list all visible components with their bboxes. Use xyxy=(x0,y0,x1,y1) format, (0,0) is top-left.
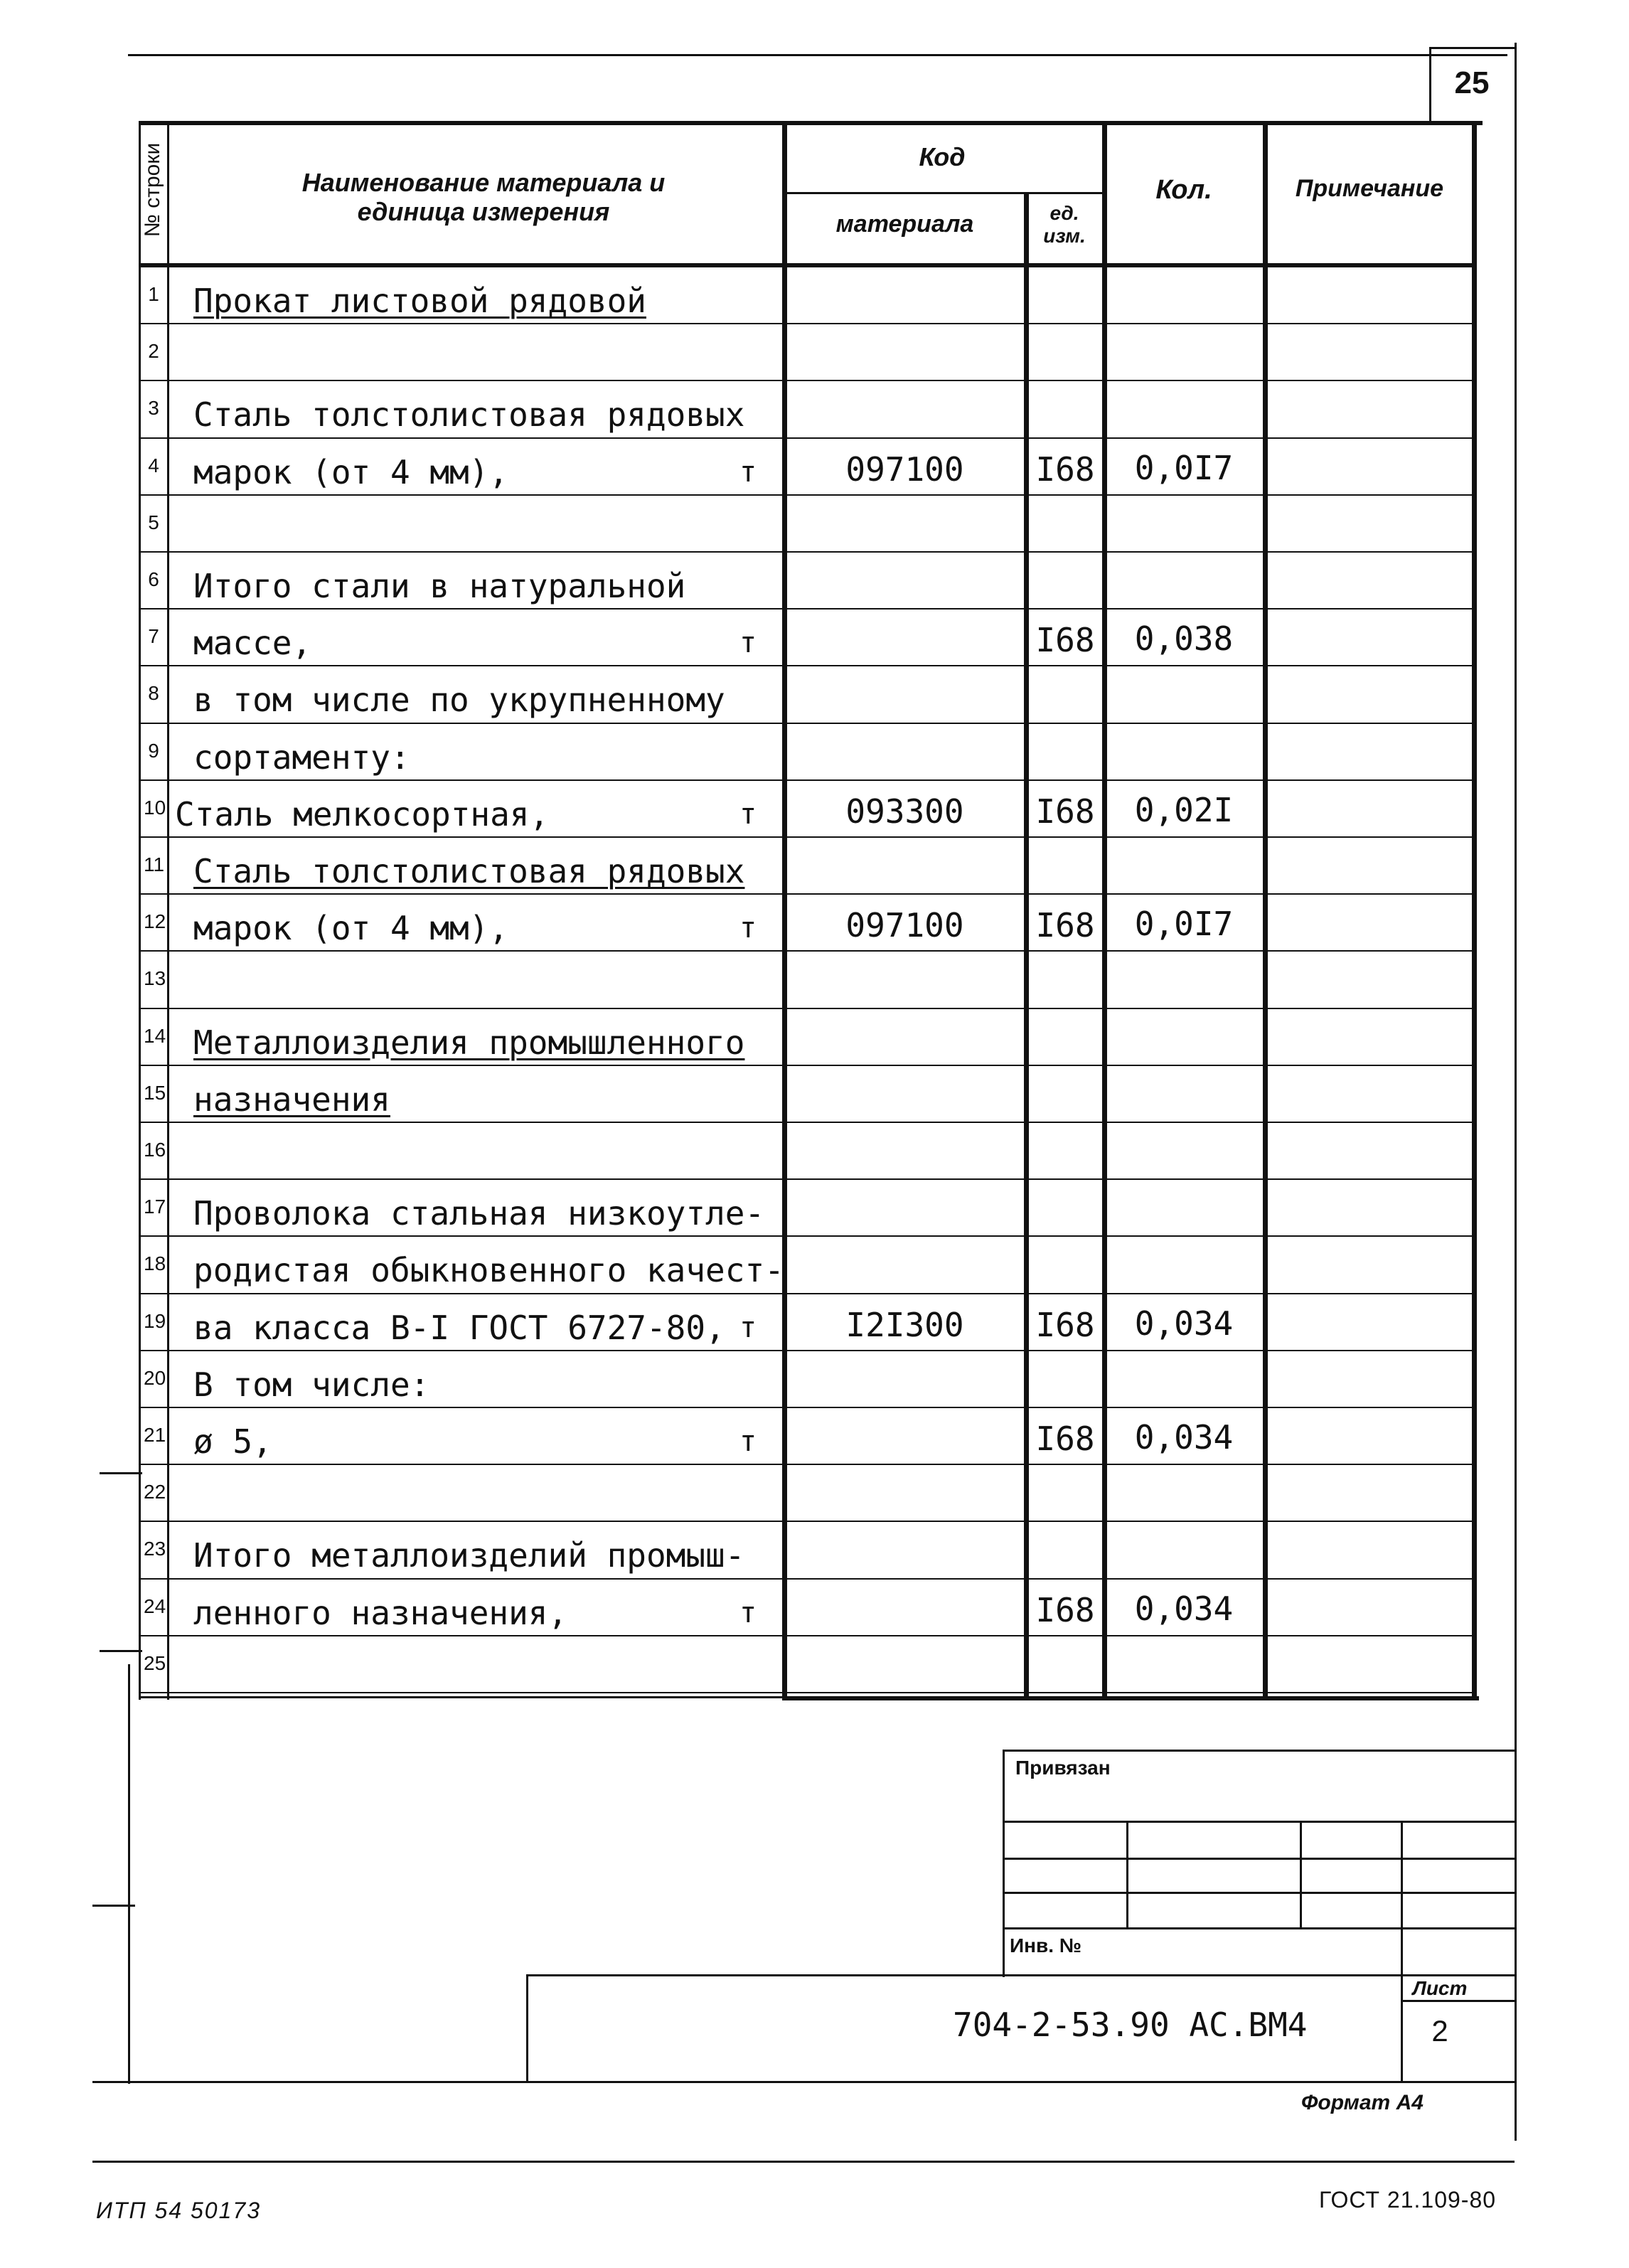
unit-cell: т xyxy=(739,627,757,660)
row-separator xyxy=(139,1692,1475,1693)
row-number: 25 xyxy=(144,1651,166,1674)
quantity-cell: 0,02I xyxy=(1134,790,1234,829)
row-number: 15 xyxy=(144,1081,166,1104)
material-name-header: Наименование материала и единица измерения xyxy=(301,168,666,227)
row-separator xyxy=(139,1122,1475,1123)
material-name-cell: в том числе по укрупненному xyxy=(193,681,725,720)
material-code-cell: 093300 xyxy=(845,792,964,831)
material-name-cell: ленного назначения, xyxy=(193,1593,568,1632)
unit-code-cell: I68 xyxy=(1035,1420,1095,1458)
row-separator xyxy=(139,1635,1475,1636)
unit-cell: т xyxy=(739,455,757,489)
quantity-cell: 0,0I7 xyxy=(1134,448,1234,487)
unit-header: ед. изм. xyxy=(1043,202,1086,247)
material-name-cell: Проволока стальная низкоутле- xyxy=(193,1194,765,1233)
unit-cell: т xyxy=(739,1596,757,1629)
row-number: 16 xyxy=(144,1139,166,1161)
material-code-cell: I2I300 xyxy=(845,1305,964,1344)
privyazan-label: Привязан xyxy=(1015,1757,1111,1779)
unit-code-cell: I68 xyxy=(1035,906,1095,945)
frame-right-line xyxy=(1515,43,1517,2141)
row-separator xyxy=(139,1350,1475,1351)
format-label: Формат А4 xyxy=(1301,2091,1424,2114)
col-line-5 xyxy=(1263,121,1268,1700)
row-separator xyxy=(139,437,1475,439)
row-separator xyxy=(139,1008,1475,1009)
stamp-list-left xyxy=(1401,1974,1403,2081)
row-separator xyxy=(139,1407,1475,1408)
material-name-cell: ø 5, xyxy=(193,1422,272,1461)
outer-bottom-line xyxy=(92,2161,1515,2163)
stamp-line xyxy=(1401,1821,1403,1977)
row-number: 22 xyxy=(144,1481,166,1503)
row-number: 17 xyxy=(144,1196,166,1218)
material-name-cell: Сталь толстолистовая рядовых xyxy=(193,395,745,435)
row-number: 23 xyxy=(144,1538,166,1560)
row-number: 4 xyxy=(148,454,159,477)
sheet-box-left xyxy=(1429,47,1431,121)
material-code-cell: 097100 xyxy=(845,449,964,489)
row-separator xyxy=(139,950,1475,952)
material-name-cell: марок (от 4 мм), xyxy=(193,909,509,948)
row-number: 20 xyxy=(144,1366,166,1389)
material-name-cell: сортаменту: xyxy=(193,738,410,777)
quantity-cell: 0,034 xyxy=(1134,1304,1234,1343)
stamp-list-mid xyxy=(1401,2000,1515,2002)
row-separator xyxy=(139,1178,1475,1180)
unit-code-cell: I68 xyxy=(1035,621,1095,660)
table-top-line xyxy=(139,121,1483,125)
row-separator xyxy=(139,723,1475,724)
row-separator xyxy=(139,1065,1475,1066)
edge-tick xyxy=(100,1472,142,1474)
stamp-line xyxy=(1003,1858,1515,1860)
quantity-cell: 0,034 xyxy=(1134,1418,1234,1457)
row-number: 21 xyxy=(144,1424,166,1446)
row-separator xyxy=(139,836,1475,838)
row-separator xyxy=(139,1521,1475,1522)
row-number: 18 xyxy=(144,1252,166,1275)
row-number: 9 xyxy=(148,739,159,762)
unit-code-cell: I68 xyxy=(1035,792,1095,831)
frame-bottom-line xyxy=(92,2081,1515,2083)
row-number-header: № строки xyxy=(141,142,164,238)
row-separator xyxy=(139,1578,1475,1580)
row-number: 7 xyxy=(148,625,159,648)
sheet-number-top: 25 xyxy=(1454,65,1490,100)
stamp-line xyxy=(1003,1927,1515,1929)
col-line-4 xyxy=(1102,121,1107,1700)
top-border-line xyxy=(128,54,1507,56)
col-line-2 xyxy=(782,121,787,1700)
frame-left-line xyxy=(128,1664,130,2084)
note-header: Примечание xyxy=(1295,175,1444,202)
stamp-line xyxy=(1003,1750,1515,1752)
sheet-label: Лист xyxy=(1412,1977,1468,1999)
material-name-cell: В том числе: xyxy=(193,1365,430,1404)
material-name-cell: массе, xyxy=(193,624,312,663)
stamp-line xyxy=(1126,1821,1128,1927)
material-code-header: материала xyxy=(835,211,974,238)
material-name-cell: ва класса В-I ГОСТ 6727-80, xyxy=(193,1308,725,1347)
row-number: 14 xyxy=(144,1024,166,1047)
material-name-cell: Итого стали в натуральной xyxy=(193,567,686,605)
row-separator xyxy=(139,551,1475,553)
material-code-cell: 097100 xyxy=(845,906,964,945)
row-number: 6 xyxy=(148,568,159,590)
footer-left-code: ИТП 54 50173 xyxy=(96,2198,261,2223)
row-number: 13 xyxy=(144,967,166,990)
row-separator xyxy=(139,1235,1475,1237)
row-number: 5 xyxy=(148,511,159,533)
edge-tick xyxy=(92,1905,135,1907)
stamp-line xyxy=(1300,1821,1302,1927)
row-number: 8 xyxy=(148,682,159,705)
unit-code-cell: I68 xyxy=(1035,1590,1095,1629)
row-separator xyxy=(139,1293,1475,1294)
material-name-cell: марок (от 4 мм), xyxy=(193,452,509,491)
header-bottom-line xyxy=(139,263,1475,267)
row-separator xyxy=(139,323,1475,324)
row-number: 12 xyxy=(144,910,166,933)
document-code: 704-2-53.90 АС.ВМ4 xyxy=(953,2006,1308,2044)
table-bottom-thin xyxy=(139,1696,782,1698)
row-number: 19 xyxy=(144,1309,166,1332)
row-number: 11 xyxy=(144,853,165,875)
stamp-line xyxy=(1003,1892,1515,1894)
stamp-line xyxy=(1003,1750,1005,1977)
col-line-3 xyxy=(1024,192,1029,1700)
col-line-0 xyxy=(139,121,141,1700)
row-separator xyxy=(139,380,1475,381)
quantity-header: Кол. xyxy=(1155,175,1212,205)
unit-cell: т xyxy=(739,912,757,945)
edge-tick xyxy=(100,1650,142,1652)
unit-cell: т xyxy=(739,1311,757,1344)
row-number: 1 xyxy=(148,283,159,305)
material-name-cell: Прокат листовой рядовой xyxy=(193,282,646,320)
row-separator xyxy=(139,608,1475,609)
row-number: 24 xyxy=(144,1594,166,1617)
unit-code-cell: I68 xyxy=(1035,1305,1095,1344)
unit-cell: т xyxy=(739,797,757,831)
col-line-1 xyxy=(167,121,169,1700)
quantity-cell: 0,0I7 xyxy=(1134,905,1234,944)
unit-cell: т xyxy=(739,1425,757,1458)
code-header: Код xyxy=(919,142,966,171)
row-number: 3 xyxy=(148,397,159,420)
table-bottom-line xyxy=(782,1696,1479,1700)
row-separator xyxy=(139,665,1475,666)
code-sub-line xyxy=(782,192,1102,194)
inv-number-label: Инв. № xyxy=(1010,1934,1082,1956)
footer-gost: ГОСТ 21.109-80 xyxy=(1319,2187,1497,2213)
row-separator xyxy=(139,1464,1475,1465)
row-separator xyxy=(139,779,1475,781)
row-number: 10 xyxy=(144,796,166,819)
material-name-cell: Сталь толстолистовая рядовых xyxy=(193,852,745,890)
row-number: 2 xyxy=(148,340,159,363)
material-name-cell: Металлоизделия промышленного xyxy=(193,1023,745,1062)
quantity-cell: 0,034 xyxy=(1134,1589,1234,1628)
sheet-number: 2 xyxy=(1431,2014,1448,2048)
quantity-cell: 0,038 xyxy=(1134,619,1234,659)
stamp-line xyxy=(1003,1821,1515,1823)
material-name-cell: родистая обыкновенного качест- xyxy=(193,1251,784,1290)
unit-code-cell: I68 xyxy=(1035,449,1095,489)
col-line-6 xyxy=(1472,121,1477,1700)
row-separator xyxy=(139,494,1475,496)
stamp-main-top xyxy=(526,1974,1515,1976)
material-name-cell: назначения xyxy=(193,1080,390,1119)
material-name-cell: Сталь мелкосортная, xyxy=(175,794,550,834)
material-name-cell: Итого металлоизделий промыш- xyxy=(193,1536,745,1575)
row-separator xyxy=(139,893,1475,895)
stamp-main-left xyxy=(526,1974,528,2081)
sheet-box-top xyxy=(1429,47,1515,49)
